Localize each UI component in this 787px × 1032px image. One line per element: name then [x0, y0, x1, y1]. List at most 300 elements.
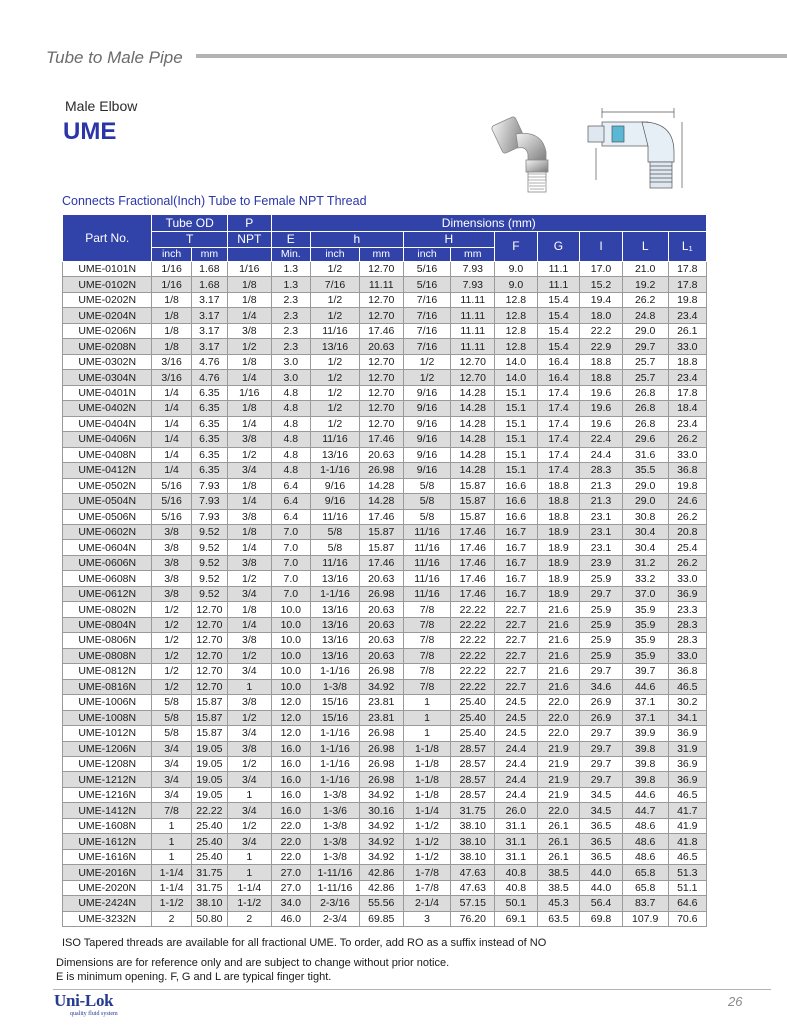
- cell-npt: 3/4: [227, 772, 271, 787]
- cell-h-mm: 20.63: [359, 571, 403, 586]
- cell-g: 18.8: [537, 478, 580, 493]
- cell-i: 25.9: [580, 602, 623, 617]
- table-row: [63, 849, 707, 864]
- cell-h-inch: 1-1/16: [310, 726, 359, 741]
- cell-h-inch: 13/16: [310, 339, 359, 354]
- cell-e-min: 3.0: [271, 370, 310, 385]
- cell-tube-mm: 19.05: [191, 741, 227, 756]
- cell-h-mm: 12.70: [359, 370, 403, 385]
- table-row: [63, 432, 707, 447]
- cell-g: 18.9: [537, 571, 580, 586]
- cell-h-mm: 14.28: [359, 494, 403, 509]
- cell-h-mm: 69.85: [359, 911, 403, 926]
- header-f: F: [495, 232, 538, 262]
- cell-e-min: 6.4: [271, 494, 310, 509]
- cell-tube-mm: 4.76: [191, 354, 227, 369]
- cell-h-mm: 34.92: [359, 679, 403, 694]
- cell-npt: 1/8: [227, 401, 271, 416]
- cell-e-min: 7.0: [271, 555, 310, 570]
- cell-hh-mm: 38.10: [451, 834, 495, 849]
- cell-part-no: UME-1216N: [63, 787, 152, 802]
- table-row: [63, 524, 707, 539]
- cell-l: 33.2: [622, 571, 668, 586]
- cell-h-inch: 1-3/8: [310, 818, 359, 833]
- cell-e-min: 1.3: [271, 262, 310, 277]
- cell-part-no: UME-0608N: [63, 571, 152, 586]
- cell-tube-inch: 1: [152, 834, 191, 849]
- cell-tube-inch: 1/2: [152, 679, 191, 694]
- cell-tube-inch: 1: [152, 818, 191, 833]
- header-h-big-inch: inch: [403, 248, 451, 262]
- cell-h-inch: 11/16: [310, 432, 359, 447]
- cell-npt: 1/8: [227, 354, 271, 369]
- table-row: [63, 772, 707, 787]
- table-row: [63, 741, 707, 756]
- cell-hh-inch: 11/16: [403, 540, 451, 555]
- cell-l1: 33.0: [668, 447, 706, 462]
- cell-h-mm: 26.98: [359, 741, 403, 756]
- cell-i: 18.0: [580, 308, 623, 323]
- header-l1: L₁: [668, 232, 706, 262]
- cell-f: 26.0: [495, 803, 538, 818]
- cell-h-inch: 15/16: [310, 695, 359, 710]
- cell-hh-inch: 7/8: [403, 648, 451, 663]
- cell-e-min: 2.3: [271, 339, 310, 354]
- cell-npt: 1: [227, 849, 271, 864]
- cell-i: 21.3: [580, 478, 623, 493]
- cell-tube-mm: 19.05: [191, 757, 227, 772]
- cell-i: 23.1: [580, 540, 623, 555]
- cell-tube-mm: 50.80: [191, 911, 227, 926]
- cell-i: 26.9: [580, 695, 623, 710]
- cell-g: 18.9: [537, 586, 580, 601]
- dimensions-table: [62, 214, 707, 927]
- cell-npt: 1: [227, 679, 271, 694]
- table-row: [63, 277, 707, 292]
- cell-tube-inch: 3/16: [152, 354, 191, 369]
- cell-l1: 34.1: [668, 710, 706, 725]
- cell-l1: 36.9: [668, 726, 706, 741]
- header-h-small-mm: mm: [359, 248, 403, 262]
- cell-h-inch: 1-3/8: [310, 834, 359, 849]
- cell-e-min: 16.0: [271, 757, 310, 772]
- table-row: [63, 416, 707, 431]
- cell-e-min: 16.0: [271, 803, 310, 818]
- cell-hh-inch: 9/16: [403, 416, 451, 431]
- cell-hh-mm: 11.11: [451, 308, 495, 323]
- logo-tagline: quality fluid system: [70, 1011, 118, 1017]
- cell-part-no: UME-0304N: [63, 370, 152, 385]
- cell-npt: 1/2: [227, 339, 271, 354]
- cell-part-no: UME-1012N: [63, 726, 152, 741]
- cell-e-min: 7.0: [271, 540, 310, 555]
- header-npt: NPT: [227, 232, 271, 248]
- cell-h-mm: 12.70: [359, 292, 403, 307]
- header-tube-inch: inch: [152, 248, 191, 262]
- cell-hh-inch: 7/8: [403, 664, 451, 679]
- male-elbow-photo: [488, 112, 562, 194]
- cell-tube-mm: 19.05: [191, 772, 227, 787]
- cell-tube-inch: 1/2: [152, 664, 191, 679]
- cell-hh-mm: 17.46: [451, 586, 495, 601]
- cell-npt: 1/16: [227, 262, 271, 277]
- cell-h-mm: 20.63: [359, 339, 403, 354]
- section-title: Tube to Male Pipe: [46, 48, 183, 67]
- table-row: [63, 555, 707, 570]
- cell-h-mm: 34.92: [359, 834, 403, 849]
- cell-tube-mm: 9.52: [191, 555, 227, 570]
- cell-tube-inch: 1/4: [152, 401, 191, 416]
- cell-tube-mm: 31.75: [191, 880, 227, 895]
- table-row: [63, 292, 707, 307]
- cell-tube-inch: 1/2: [152, 617, 191, 632]
- cell-hh-mm: 11.11: [451, 292, 495, 307]
- cell-e-min: 22.0: [271, 834, 310, 849]
- cell-hh-inch: 5/8: [403, 478, 451, 493]
- cell-l1: 26.2: [668, 509, 706, 524]
- cell-g: 22.0: [537, 695, 580, 710]
- cell-h-mm: 34.92: [359, 818, 403, 833]
- cell-npt: 1/2: [227, 447, 271, 462]
- cell-npt: 2: [227, 911, 271, 926]
- cell-hh-inch: 1-1/2: [403, 849, 451, 864]
- cell-hh-inch: 1-1/8: [403, 772, 451, 787]
- table-row: [63, 834, 707, 849]
- cell-l: 107.9: [622, 911, 668, 926]
- cell-l: 30.4: [622, 540, 668, 555]
- table-row: [63, 308, 707, 323]
- cell-npt: 1: [227, 865, 271, 880]
- cell-l1: 41.8: [668, 834, 706, 849]
- cell-hh-inch: 7/8: [403, 679, 451, 694]
- cell-part-no: UME-1608N: [63, 818, 152, 833]
- cell-tube-mm: 25.40: [191, 849, 227, 864]
- cell-e-min: 6.4: [271, 509, 310, 524]
- cell-hh-inch: 1-7/8: [403, 865, 451, 880]
- cell-tube-inch: 5/8: [152, 710, 191, 725]
- table-row: [63, 478, 707, 493]
- table-row: [63, 664, 707, 679]
- cell-hh-mm: 14.28: [451, 432, 495, 447]
- cell-e-min: 10.0: [271, 602, 310, 617]
- cell-tube-mm: 15.87: [191, 710, 227, 725]
- cell-h-mm: 12.70: [359, 262, 403, 277]
- cell-l: 83.7: [622, 896, 668, 911]
- cell-tube-inch: 3/4: [152, 772, 191, 787]
- table-row: [63, 540, 707, 555]
- cell-npt: 1/2: [227, 648, 271, 663]
- cell-h-mm: 26.98: [359, 757, 403, 772]
- cell-hh-mm: 47.63: [451, 880, 495, 895]
- cell-hh-inch: 7/8: [403, 602, 451, 617]
- cell-l: 65.8: [622, 865, 668, 880]
- cell-l1: 26.2: [668, 555, 706, 570]
- cell-npt: 1/8: [227, 602, 271, 617]
- cell-e-min: 7.0: [271, 586, 310, 601]
- cell-part-no: UME-0602N: [63, 524, 152, 539]
- cell-l: 29.0: [622, 323, 668, 338]
- cell-l1: 25.4: [668, 540, 706, 555]
- cell-g: 21.9: [537, 741, 580, 756]
- cell-npt: 1/8: [227, 292, 271, 307]
- cell-g: 21.6: [537, 617, 580, 632]
- cell-l: 25.7: [622, 354, 668, 369]
- cell-l1: 28.3: [668, 617, 706, 632]
- cell-hh-inch: 1-1/8: [403, 787, 451, 802]
- cell-l: 44.6: [622, 679, 668, 694]
- cell-hh-mm: 7.93: [451, 262, 495, 277]
- cell-e-min: 10.0: [271, 633, 310, 648]
- cell-f: 15.1: [495, 447, 538, 462]
- cell-l1: 17.8: [668, 385, 706, 400]
- cell-g: 15.4: [537, 308, 580, 323]
- cell-h-mm: 20.63: [359, 617, 403, 632]
- cell-tube-mm: 9.52: [191, 571, 227, 586]
- cell-l1: 20.8: [668, 524, 706, 539]
- cell-part-no: UME-0404N: [63, 416, 152, 431]
- header-l: L: [622, 232, 668, 262]
- cell-hh-inch: 9/16: [403, 432, 451, 447]
- table-row: [63, 710, 707, 725]
- cell-tube-inch: 5/16: [152, 509, 191, 524]
- cell-g: 17.4: [537, 432, 580, 447]
- cell-part-no: UME-0204N: [63, 308, 152, 323]
- cell-l1: 36.9: [668, 772, 706, 787]
- cell-l1: 33.0: [668, 571, 706, 586]
- cell-l: 35.9: [622, 648, 668, 663]
- cell-g: 17.4: [537, 463, 580, 478]
- cell-l1: 23.4: [668, 370, 706, 385]
- cell-tube-inch: 1/4: [152, 416, 191, 431]
- header-g: G: [537, 232, 580, 262]
- cell-g: 15.4: [537, 339, 580, 354]
- cell-i: 36.5: [580, 849, 623, 864]
- cell-tube-mm: 22.22: [191, 803, 227, 818]
- cell-g: 21.6: [537, 664, 580, 679]
- cell-tube-mm: 12.70: [191, 602, 227, 617]
- cell-i: 29.7: [580, 664, 623, 679]
- cell-f: 24.5: [495, 695, 538, 710]
- cell-tube-mm: 25.40: [191, 834, 227, 849]
- cell-part-no: UME-2424N: [63, 896, 152, 911]
- cell-h-mm: 26.98: [359, 664, 403, 679]
- cell-e-min: 2.3: [271, 308, 310, 323]
- cell-f: 40.8: [495, 880, 538, 895]
- cell-f: 22.7: [495, 664, 538, 679]
- cell-hh-inch: 9/16: [403, 463, 451, 478]
- header-i: I: [580, 232, 623, 262]
- cell-e-min: 7.0: [271, 524, 310, 539]
- cell-g: 22.0: [537, 726, 580, 741]
- cell-tube-mm: 19.05: [191, 787, 227, 802]
- table-row: [63, 648, 707, 663]
- cell-i: 29.7: [580, 726, 623, 741]
- cell-part-no: UME-0202N: [63, 292, 152, 307]
- cell-f: 9.0: [495, 262, 538, 277]
- cell-f: 50.1: [495, 896, 538, 911]
- cell-tube-inch: 1/8: [152, 292, 191, 307]
- cell-l1: 46.5: [668, 787, 706, 802]
- cell-l: 48.6: [622, 834, 668, 849]
- cell-hh-mm: 14.28: [451, 463, 495, 478]
- cell-l: 26.8: [622, 385, 668, 400]
- cell-h-mm: 17.46: [359, 555, 403, 570]
- cell-part-no: UME-0506N: [63, 509, 152, 524]
- cell-tube-inch: 5/16: [152, 478, 191, 493]
- cell-tube-mm: 6.35: [191, 447, 227, 462]
- cell-npt: 3/8: [227, 323, 271, 338]
- cell-f: 12.8: [495, 323, 538, 338]
- cell-hh-mm: 15.87: [451, 478, 495, 493]
- cell-e-min: 1.3: [271, 277, 310, 292]
- cell-l: 37.1: [622, 710, 668, 725]
- cell-part-no: UME-0401N: [63, 385, 152, 400]
- cell-l: 48.6: [622, 849, 668, 864]
- cell-g: 21.9: [537, 757, 580, 772]
- cell-npt: 1/4: [227, 540, 271, 555]
- cell-g: 21.9: [537, 772, 580, 787]
- cell-l1: 36.8: [668, 664, 706, 679]
- cell-h-mm: 15.87: [359, 524, 403, 539]
- table-row: [63, 679, 707, 694]
- cell-part-no: UME-0808N: [63, 648, 152, 663]
- cell-l: 39.8: [622, 757, 668, 772]
- table-row: [63, 896, 707, 911]
- cell-hh-inch: 1-1/4: [403, 803, 451, 818]
- cell-e-min: 10.0: [271, 648, 310, 663]
- cell-part-no: UME-0612N: [63, 586, 152, 601]
- cell-hh-inch: 7/16: [403, 308, 451, 323]
- cell-i: 22.9: [580, 339, 623, 354]
- cell-i: 19.4: [580, 292, 623, 307]
- cell-tube-mm: 7.93: [191, 509, 227, 524]
- cell-g: 21.6: [537, 633, 580, 648]
- cell-tube-inch: 2: [152, 911, 191, 926]
- cell-tube-mm: 3.17: [191, 323, 227, 338]
- cell-part-no: UME-1208N: [63, 757, 152, 772]
- cell-tube-inch: 3/8: [152, 586, 191, 601]
- cell-hh-inch: 5/8: [403, 494, 451, 509]
- cell-f: 15.1: [495, 385, 538, 400]
- cell-hh-mm: 28.57: [451, 787, 495, 802]
- cell-hh-mm: 22.22: [451, 679, 495, 694]
- cell-l1: 18.8: [668, 354, 706, 369]
- cell-g: 18.9: [537, 540, 580, 555]
- table-row: [63, 633, 707, 648]
- cell-tube-mm: 4.76: [191, 370, 227, 385]
- cell-tube-inch: 1/4: [152, 385, 191, 400]
- cell-e-min: 16.0: [271, 741, 310, 756]
- cell-l1: 36.9: [668, 757, 706, 772]
- cell-h-inch: 1-1/16: [310, 741, 359, 756]
- cell-h-mm: 17.46: [359, 432, 403, 447]
- cell-g: 26.1: [537, 834, 580, 849]
- cell-l: 29.6: [622, 432, 668, 447]
- cell-hh-inch: 1-1/2: [403, 834, 451, 849]
- cell-hh-inch: 1/2: [403, 370, 451, 385]
- cell-e-min: 2.3: [271, 292, 310, 307]
- cell-npt: 1/4: [227, 370, 271, 385]
- cell-tube-mm: 38.10: [191, 896, 227, 911]
- cell-npt: 1/2: [227, 571, 271, 586]
- cell-h-mm: 12.70: [359, 385, 403, 400]
- cell-tube-inch: 5/16: [152, 494, 191, 509]
- cell-l: 39.8: [622, 772, 668, 787]
- cell-h-inch: 13/16: [310, 602, 359, 617]
- table-row: [63, 803, 707, 818]
- cell-hh-mm: 22.22: [451, 664, 495, 679]
- cell-i: 25.9: [580, 571, 623, 586]
- cell-l1: 30.2: [668, 695, 706, 710]
- cell-i: 34.6: [580, 679, 623, 694]
- cell-i: 34.5: [580, 803, 623, 818]
- cell-g: 17.4: [537, 401, 580, 416]
- cell-part-no: UME-0504N: [63, 494, 152, 509]
- cell-h-inch: 13/16: [310, 617, 359, 632]
- cell-i: 23.1: [580, 509, 623, 524]
- cell-hh-mm: 25.40: [451, 710, 495, 725]
- cell-f: 22.7: [495, 602, 538, 617]
- cell-npt: 1-1/4: [227, 880, 271, 895]
- cell-part-no: UME-2020N: [63, 880, 152, 895]
- cell-h-inch: 2-3/16: [310, 896, 359, 911]
- cell-h-mm: 20.63: [359, 633, 403, 648]
- cell-l: 37.0: [622, 586, 668, 601]
- cell-h-mm: 17.46: [359, 323, 403, 338]
- cell-hh-inch: 5/16: [403, 277, 451, 292]
- cell-l: 26.2: [622, 292, 668, 307]
- cell-tube-mm: 3.17: [191, 308, 227, 323]
- cell-e-min: 12.0: [271, 726, 310, 741]
- cell-npt: 1: [227, 787, 271, 802]
- cell-tube-inch: 3/8: [152, 571, 191, 586]
- cell-l: 48.6: [622, 818, 668, 833]
- cell-h-inch: 9/16: [310, 494, 359, 509]
- cell-hh-mm: 14.28: [451, 416, 495, 431]
- cell-hh-mm: 31.75: [451, 803, 495, 818]
- cell-g: 15.4: [537, 323, 580, 338]
- cell-part-no: UME-0606N: [63, 555, 152, 570]
- table-row: [63, 586, 707, 601]
- cell-i: 24.4: [580, 447, 623, 462]
- table-row: [63, 354, 707, 369]
- cell-e-min: 22.0: [271, 818, 310, 833]
- cell-g: 26.1: [537, 818, 580, 833]
- cell-hh-mm: 17.46: [451, 555, 495, 570]
- cell-h-inch: 1-3/6: [310, 803, 359, 818]
- table-row: [63, 509, 707, 524]
- cell-tube-inch: 1/16: [152, 277, 191, 292]
- cell-f: 15.1: [495, 432, 538, 447]
- cell-f: 31.1: [495, 818, 538, 833]
- cell-h-inch: 1/2: [310, 401, 359, 416]
- cell-tube-mm: 31.75: [191, 865, 227, 880]
- cell-i: 36.5: [580, 834, 623, 849]
- male-elbow-diagram: [582, 100, 692, 195]
- header-npt-blank: [227, 248, 271, 262]
- cell-h-mm: 12.70: [359, 401, 403, 416]
- cell-npt: 3/4: [227, 463, 271, 478]
- cell-hh-mm: 14.28: [451, 447, 495, 462]
- cell-f: 16.7: [495, 571, 538, 586]
- cell-hh-mm: 47.63: [451, 865, 495, 880]
- header-tube-od: Tube OD: [152, 215, 228, 232]
- cell-i: 26.9: [580, 710, 623, 725]
- cell-f: 14.0: [495, 370, 538, 385]
- cell-f: 16.7: [495, 586, 538, 601]
- cell-f: 12.8: [495, 292, 538, 307]
- cell-h-inch: 1-3/8: [310, 849, 359, 864]
